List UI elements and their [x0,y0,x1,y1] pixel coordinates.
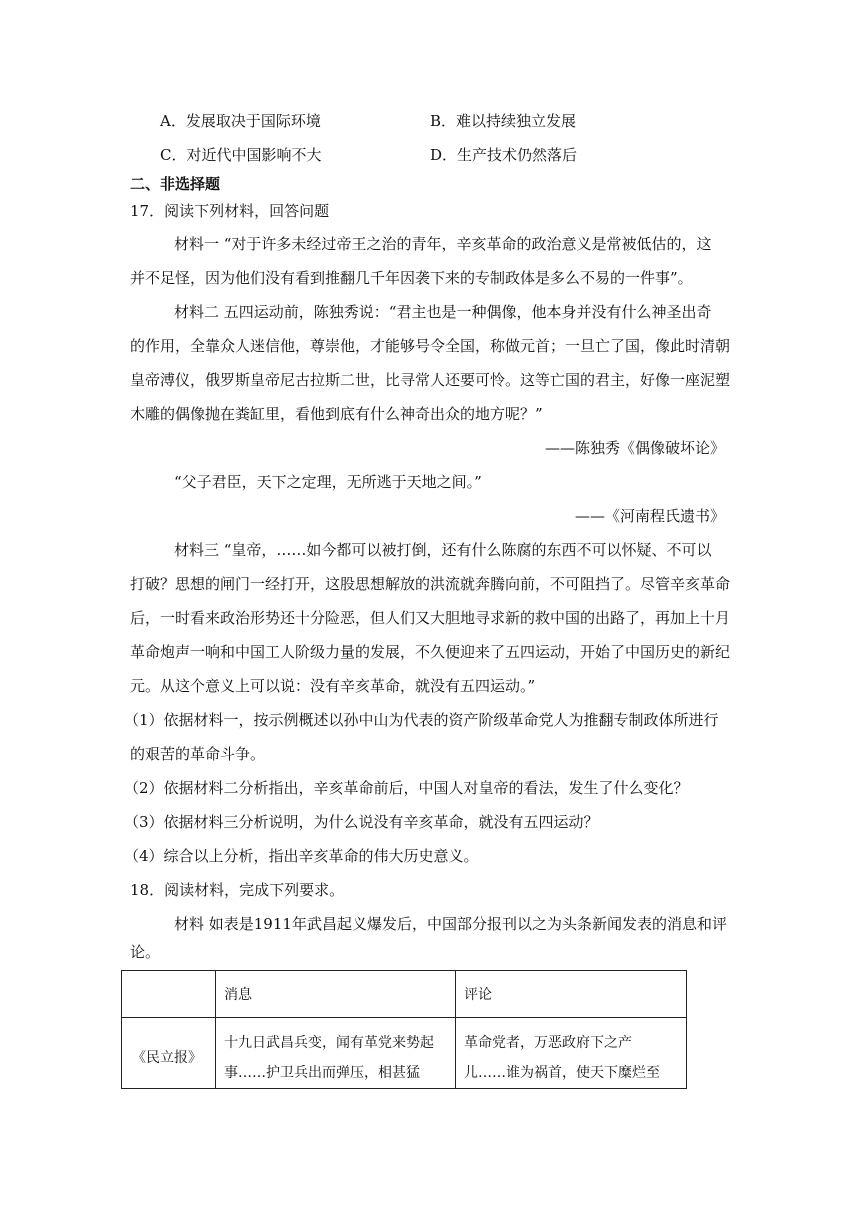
q18-material-line: 论。 [130,943,161,961]
option-b: B．难以持续独立发展 [430,112,577,130]
news-line: 十九日武昌兵变，闻有革党来势起 [224,1035,434,1051]
option-d: D．生产技术仍然落后 [430,146,578,164]
q17-sub1-line: 的艰苦的革命斗争。 [130,745,266,763]
q17-material-2-source: ——陈独秀《偶像破坏论》 [544,439,725,457]
comment-line: 革命党者，万恶政府下之产 [464,1035,632,1051]
q17-sub4: （4）综合以上分析，指出辛亥革命的伟大历史意义。 [124,847,479,865]
q17-material-3-line: 打破？思想的闸门一经打开，这股思想解放的洪流就奔腾向前，不可阻挡了。尽管辛亥革命 [130,575,731,593]
q17-material-2-quote-source: ——《河南程氏遗书》 [574,507,725,525]
news-line: 事……护卫兵出而弹压，相甚猛 [224,1065,420,1081]
option-a: A．发展取决于国际环境 [160,112,321,130]
q17-material-3-line: 后，一时看来政治形势还十分险恶，但人们又大胆地寻求新的救中国的出路了，再加上十月 [130,609,731,627]
table-header-row [122,971,687,1018]
news-cell [216,1018,456,1089]
q17-material-2-line: 皇帝溥仪，俄罗斯皇帝尼古拉斯二世，比寻常人还要可怜。这等亡国的君主，好像一座泥塑 [130,371,731,389]
q17-stem: 17．阅读下列材料，回答问题 [130,202,330,220]
q17-material-3-line: 革命炮声一响和中国工人阶级力量的发展，不久便迎来了五四运动，开始了中国历史的新纪 [130,643,731,661]
news-table [121,970,687,1089]
q17-material-3-line: 材料三 “皇帝，……如今都可以被打倒，还有什么陈腐的东西不可以怀疑、不可以 [174,541,712,559]
q17-sub3: （3）依据材料三分析说明，为什么说没有辛亥革命，就没有五四运动？ [124,813,599,831]
section-title: 二、非选择题 [130,175,221,193]
q18-stem: 18．阅读材料，完成下列要求。 [130,881,345,899]
table-header-comment: 评论 [456,971,687,1018]
option-c: C．对近代中国影响不大 [160,146,322,164]
q17-material-2-quote: “父子君臣，天下之定理，无所逃于天地之间。” [174,473,482,491]
q17-material-2-line: 木雕的偶像抛在粪缸里，看他到底有什么神奇出众的地方呢？” [130,405,543,423]
q17-material-2-line: 的作用，全靠众人迷信他，尊崇他，才能够号令全国，称做元首；一旦亡了国，像此时清朝 [130,337,731,355]
q17-sub2: （2）依据材料二分析指出，辛亥革命前后，中国人对皇帝的看法，发生了什么变化？ [124,779,689,797]
q18-material-line: 材料 如表是1911年武昌起义爆发后，中国部分报刊以之为头条新闻发表的消息和评 [174,915,727,933]
comment-line: 儿……谁为祸首，使天下糜烂至 [464,1065,660,1081]
comment-cell [456,1018,687,1089]
table-header-news: 消息 [216,971,456,1018]
q17-material-1-line: 材料一 “对于许多未经过帝王之治的青年，辛亥革命的政治意义是常被低估的，这 [174,235,712,253]
q17-sub1-line: （1）依据材料一，按示例概述以孙中山为代表的资产阶级革命党人为推翻专制政体所进行 [124,711,719,729]
q17-material-3-line: 元。从这个意义上可以说：没有辛亥革命，就没有五四运动。” [130,677,536,695]
q17-material-1-line: 并不足怪，因为他们没有看到推翻几千年因袭下来的专制政体是多么不易的一件事”。 [130,269,693,287]
q17-material-2-line: 材料二 五四运动前，陈独秀说：“君主也是一种偶像，他本身并没有什么神圣出奇 [174,303,712,321]
newspaper-name: 《民立报》 [122,1018,216,1089]
table-row [122,1018,687,1089]
table-header-cell [122,971,216,1018]
